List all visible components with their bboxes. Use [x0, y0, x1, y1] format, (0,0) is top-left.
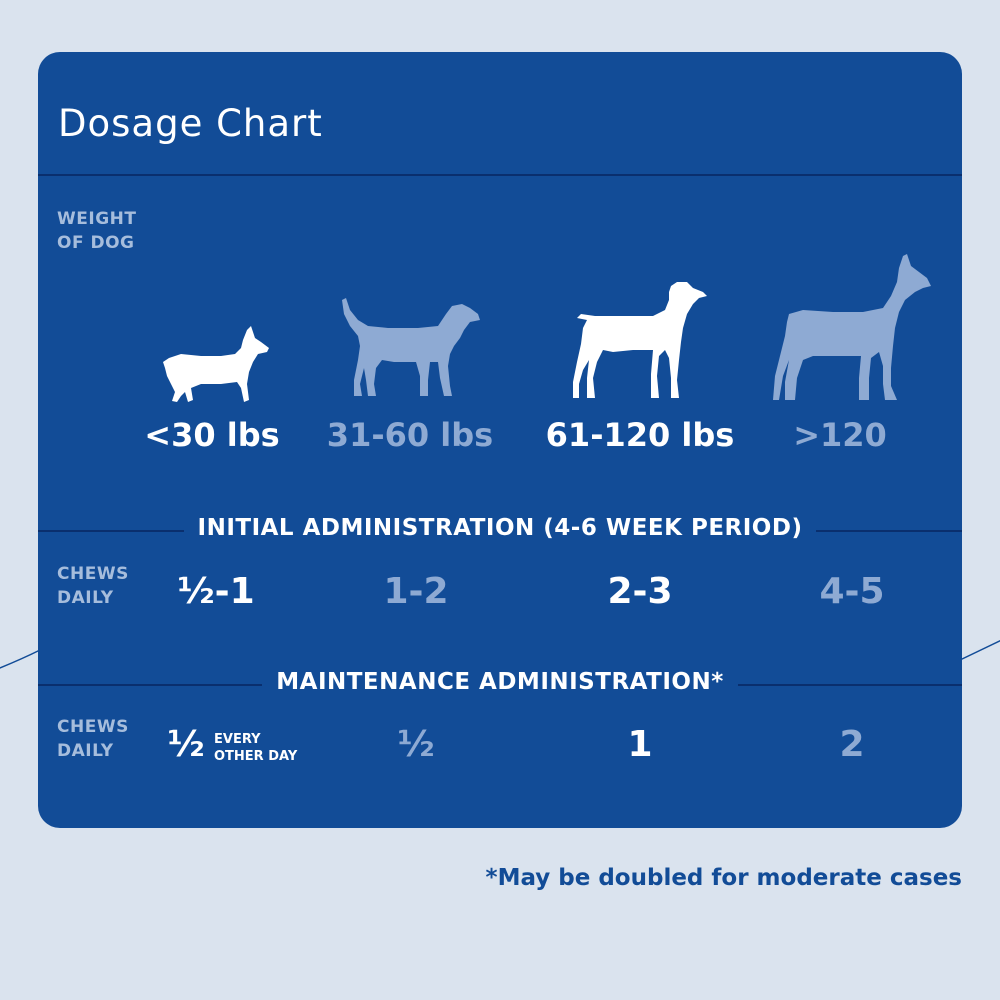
- initial-dose-under-30: ½-1: [177, 571, 255, 612]
- initial-title-text: INITIAL ADMINISTRATION (4-6 WEEK PERIOD): [184, 515, 817, 541]
- maintenance-row-label-line-1: CHEWS: [57, 717, 129, 737]
- weight-under-30: <30 lbs: [144, 416, 280, 454]
- footnote: *May be doubled for moderate cases: [485, 865, 962, 891]
- every-other-day-line-1: EVERY: [214, 732, 261, 747]
- initial-dose-31-60: 1-2: [383, 571, 449, 612]
- every-other-day-line-2: OTHER DAY: [214, 749, 298, 764]
- initial-dose-over-120: 4-5: [819, 571, 885, 612]
- corgi-icon: [161, 322, 271, 404]
- initial-row-label-line-1: CHEWS: [57, 564, 129, 584]
- great-dane-icon: [773, 252, 933, 404]
- weight-label-line-2: OF DOG: [57, 233, 135, 253]
- card-title: Dosage Chart: [58, 102, 323, 145]
- maintenance-row-label-line-2: DAILY: [57, 741, 114, 761]
- weight-61-120: 61-120 lbs: [545, 416, 735, 454]
- maintenance-dose-over-120: 2: [839, 724, 865, 765]
- weight-31-60: 31-60 lbs: [326, 416, 494, 454]
- labrador-icon: [338, 296, 486, 400]
- dosage-card: [38, 52, 962, 828]
- initial-section-title: [38, 515, 962, 541]
- maintenance-section-title: [38, 669, 962, 695]
- maintenance-dose-under-30: ½: [167, 724, 205, 765]
- initial-row-label-line-2: DAILY: [57, 588, 114, 608]
- title-divider: [38, 174, 962, 176]
- weight-label: [57, 207, 136, 255]
- maintenance-title-text: MAINTENANCE ADMINISTRATION*: [262, 669, 738, 695]
- every-other-day-note: [214, 731, 297, 765]
- weight-over-120: >120: [793, 416, 887, 454]
- maintenance-dose-31-60: ½: [397, 724, 435, 765]
- pointer-icon: [573, 280, 713, 404]
- maintenance-dose-61-120: 1: [627, 724, 653, 765]
- initial-dose-61-120: 2-3: [607, 571, 673, 612]
- weight-label-line-1: WEIGHT: [57, 209, 137, 229]
